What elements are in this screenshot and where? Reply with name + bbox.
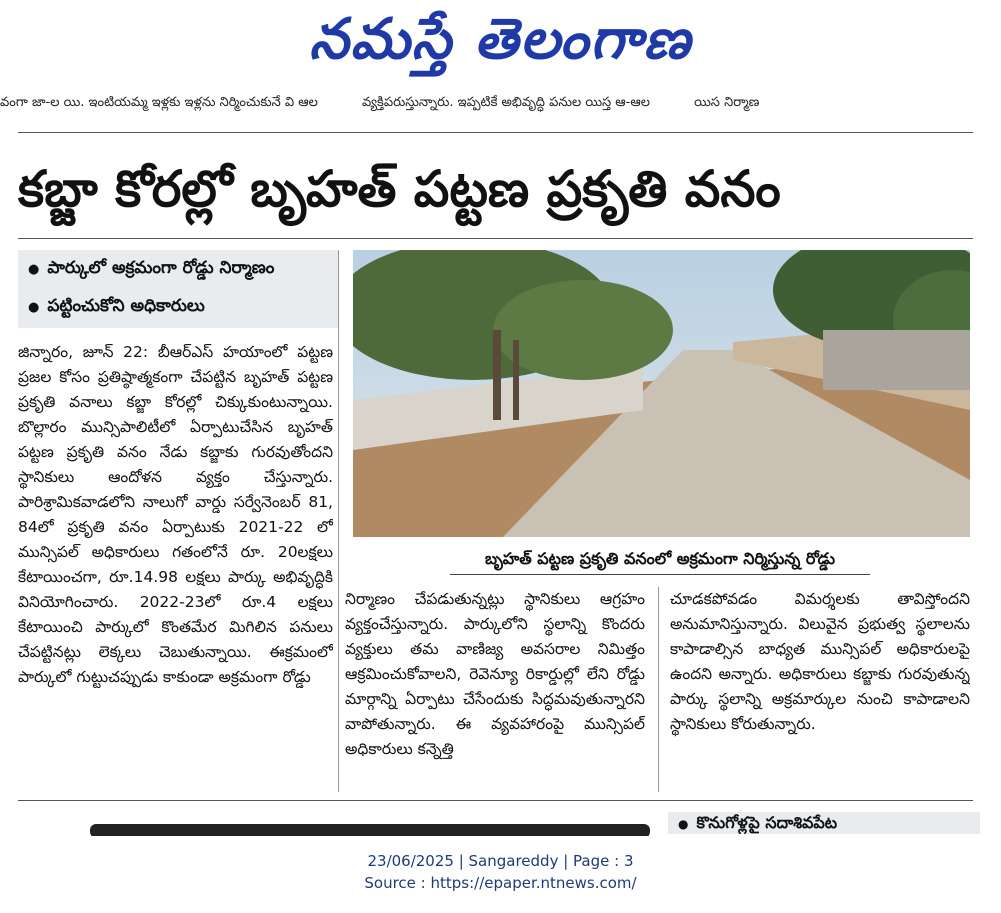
body-text: చూడకపోవడం విమర్శలకు తావిస్తోందని అనుమానిస్తున్నారు. విలువైన ప్రభుత్వ స్థలాలను కాపాడాల్సిన బాధ్యత మున్సిపల్ అధికారులపై ఉందని అన్నారు. అధికారులు కబ్జాకు గురవుతున్న పార్కు స్థలాన్ని అక్రమార్కుల నుంచి కాపాడాలని స్థానికులు కోరుతున్నారు.: [670, 590, 970, 733]
headline-divider: [18, 238, 973, 239]
ticker-item: వ్యక్తిపరుస్తున్నారు. ఇప్పటికే అభివృద్ధి పనుల యిస్త ఆ-ఆల: [362, 95, 650, 110]
body-text: జిన్నారం, జూన్ 22: బీఆర్ఎస్ హయాంలో పట్టణ ప్రజల కోసం ప్రతిష్ఠాత్మకంగా చేపట్టిన బృహత్ పట్టణ ప్రకృతి వనాలు కబ్జా కోరల్లో చిక్కుకుంటున్నాయి. బొల్లారం మున్సిపాలిటీలో ఏర్పాటుచేసిన బృహత్ పట్టణ ప్రకృతి వనం నేడు కబ్జాకు గురవుతోందని స్థానికులు ఆందోళన వ్యక్తం చేస్తున్నారు. పారిశ్రామికవాడలోని నాలుగో వార్డు సర్వేనెంబర్ 81, 84లో ప్రకృతి వనం ఏర్పాటుకు 2021-22 లో మున్సిపల్ అధికారులు గతంలోనే రూ. 20లక్షలు కేటాయించగా, రూ.14.98 లక్షలు పార్కు అభివృద్ధికి వినియోగించారు. 2022-23లో రూ.4 లక్షలు కేటాయించి పార్కులో కొంతమేర మిగిలిన పనులు చేపట్టినట్లు లెక్కలు చెబుతున్నాయి. ఈక్రమంలో పార్కులో గుట్టుచప్పుడు కాకుండా అక్రమంగా రోడ్డు: [18, 343, 333, 686]
footer-date-edition: 23/06/2025 | Sangareddy | Page : 3: [367, 852, 634, 870]
photo-caption: బృహత్ పట్టణ ప్రకృతి వనంలో అక్రమంగా నిర్మిస్తున్న రోడ్డు: [450, 544, 870, 575]
next-story-headline-fragment: [90, 824, 650, 836]
top-divider: [18, 132, 973, 133]
highlight-box: [18, 250, 338, 328]
masthead: [0, 0, 1001, 92]
article-headline: కబ్జా కోరల్లో బృహత్ పట్టణ ప్రకృతి వనం: [18, 160, 781, 218]
ticker-item: యిస నిర్మాణ: [694, 95, 760, 110]
article-column-1: [18, 340, 333, 790]
article-photo: [353, 250, 970, 537]
article-column-2: [345, 587, 645, 787]
article-column-3: [670, 587, 970, 787]
road-photo-illustration: [353, 250, 970, 537]
body-text: నిర్మాణం చేపడుతున్నట్లు స్థానికులు ఆగ్రహం వ్యక్తంచేస్తున్నారు. పార్కులోని స్థలాన్ని కొందరు వ్యక్తులు తమ వాణిజ్య అవసరాల నిమిత్తం ఆక్రమించుకోవాలని, రెవెన్యూ రికార్డుల్లో లేని రోడ్డు మార్గాన్ని ఏర్పాటు చేసేందుకు సిద్ధమవుతున్నారని వాపోతున్నారు. ఈ వ్యవహారంపై మున్సిపల్ అధికారులు కన్నెత్తి: [345, 590, 645, 758]
ticker-strip: [0, 92, 1001, 114]
page-footer: [0, 840, 1001, 913]
newspaper-logo: నమస్తే తెలంగాణ: [309, 6, 692, 72]
ticker-item: వంగా జా-ల యి. ఇంటియమ్మ ఇళ్లకు ఇళ్లను నిర్మించుకునే వి ఆల: [0, 95, 318, 110]
side-story-bullet: ● కొనుగోళ్లపై సదాశివపేట: [668, 812, 980, 834]
footer-source-link[interactable]: Source : https://epaper.ntnews.com/: [364, 874, 637, 892]
column-divider: [338, 250, 339, 792]
highlight-bullet: ● పార్కులో అక్రమంగా రోడ్డు నిర్మాణం: [18, 250, 338, 288]
highlight-bullet: ● పట్టించుకోని అధికారులు: [18, 288, 338, 326]
column-divider: [658, 587, 659, 792]
bottom-divider: [18, 800, 973, 801]
